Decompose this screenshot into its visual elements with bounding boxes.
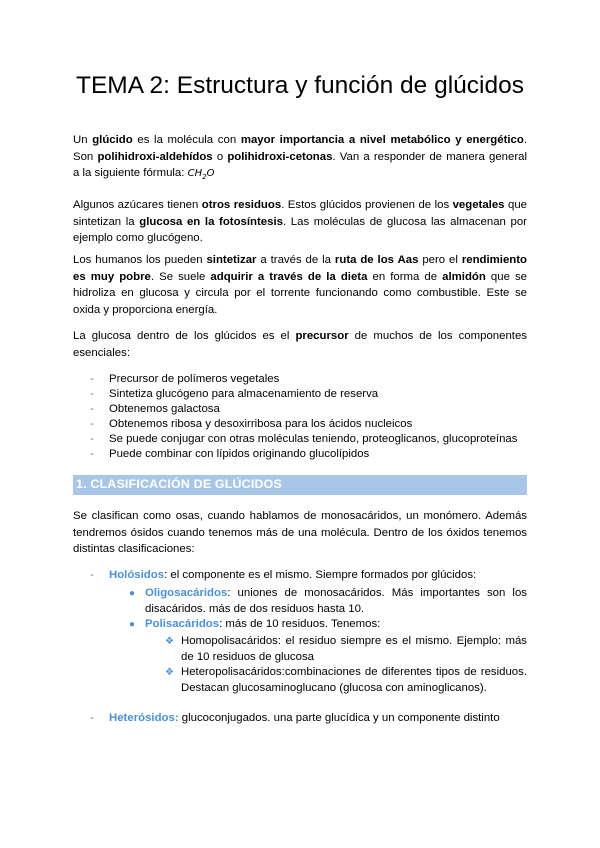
text-run: Los humanos los pueden [73,254,207,266]
list-item-text: Heteropolisacáridos:combinaciones de diferentes tipos de residuos. Destacan glucosaminoglucano (glucosa con aminoglicanos). [181,666,527,694]
text-run: . Estos glúcidos provienen de los [281,199,453,211]
list-item-text [109,567,527,583]
bold-run: almidón [442,270,486,283]
formula-subscript: 2 [202,173,207,181]
list-item: - Obtenemos galactosa [73,402,527,417]
text-run: de muchos de los componentes esenciales: [73,330,527,359]
bold-run: adquirir a través de la dieta [210,270,368,283]
intro-paragraph-1 [73,132,527,186]
bold-run: glúcido [92,134,133,146]
text-run: Un [73,134,93,146]
formula [188,168,215,179]
term-highlight: Heterósidos: [109,712,179,724]
bold-run: glucosa en la fotosíntesis [139,215,283,228]
term-highlight: Oligosacáridos [145,587,228,599]
bold-run: polihidroxi-aldehídos [97,150,213,163]
list-item: - Sintetiza glucógeno para almacenamiento de reserva [73,387,527,402]
bold-run: precursor [295,330,349,342]
text-run: pero el [418,254,462,266]
section-title: 1. CLASIFICACIÓN DE GLÚCIDOS [76,477,282,491]
dot-icon: ● [129,588,136,599]
list-item: - Obtenemos ribosa y desoxirribosa para los ácidos nucleicos [73,417,527,432]
section-heading-bar [73,475,527,495]
bold-run: sintetizar [206,254,257,266]
term-description: glucoconjugados. una parte glucídica y un componente distinto [178,712,500,724]
intro-paragraph-3 [73,252,527,318]
text-run: . Van a responder de manera general a la siguiente fórmula: [73,150,527,179]
term-description: : el componente es el mismo. Siempre formados por glúcidos: [164,569,477,581]
text-run: . Son [73,134,527,163]
list-item-text: Homopolisacáridos: el residuo siempre es el mismo. Ejemplo: más de 10 residuos de glucosa [181,635,527,663]
page-title: TEMA 2: Estructura y función de glúcidos [75,72,525,99]
term-description: : uniones de monosacáridos. Más importantes son los disacáridos. más de dos residuos hasta 10. [145,587,527,615]
functions-list [73,372,527,462]
term-highlight: Holósidos [109,569,165,581]
list-item: - Se puede conjugar con otras moléculas teniendo, proteoglicanos, glucoproteínas [73,432,527,447]
formula-end: O [206,168,215,179]
section-intro-paragraph: Se clasifican como osas, cuando hablamos de monosacáridos, un monómero. Además tendremos ósidos cuando tenemos más de una molécula. Dentro de los óxidos tenemos distintas clasificaciones: [73,510,527,555]
bold-run: otros residuos [201,199,282,211]
text-run: . Las moléculas de glucosa las almacenan por ejemplo como glucógeno. [73,215,527,244]
text-run: Algunos azúcares tienen [73,199,202,211]
intro-paragraph-4 [73,328,527,361]
text-run: La glucosa dentro de los glúcidos es el [73,330,296,342]
bold-run: polihidroxi-cetonas [227,150,333,163]
diamond-icon: ❖ [165,667,174,678]
text-run: a través de la [256,254,335,266]
text-run: que se hidroliza en glucosa y circula por el torrente funcionando como combustible. Este se oxida y proporciona energía. [73,270,527,316]
list-item-text [145,617,527,633]
text-run: en forma de [367,270,443,283]
bold-run: vegetales [452,199,505,211]
text-run: o [212,150,228,163]
bold-run: rendimiento es muy pobre [73,254,527,283]
formula-base: CH [187,168,203,179]
dash-icon: - [90,712,94,724]
intro-paragraph-2 [73,197,527,247]
list-item: - Precursor de polímeros vegetales [73,372,527,387]
text-run: es la molécula con [132,134,241,146]
text-run: que sintetizan la [73,199,527,228]
term-highlight: Polisacáridos [145,618,220,630]
dot-icon: ● [129,619,136,630]
term-description: : más de 10 residuos. Tenemos: [219,618,381,630]
bold-run: ruta de los Aas [334,254,419,266]
list-item-text [145,586,527,617]
dash-icon: - [90,569,94,581]
list-item: - Puede combinar con lípidos originando glucolípidos [73,447,527,462]
bold-run: mayor importancia a nivel metabólico y energético [240,134,524,146]
list-item-text [109,710,527,726]
diamond-icon: ❖ [165,636,174,647]
text-run: . Se suele [150,270,211,283]
